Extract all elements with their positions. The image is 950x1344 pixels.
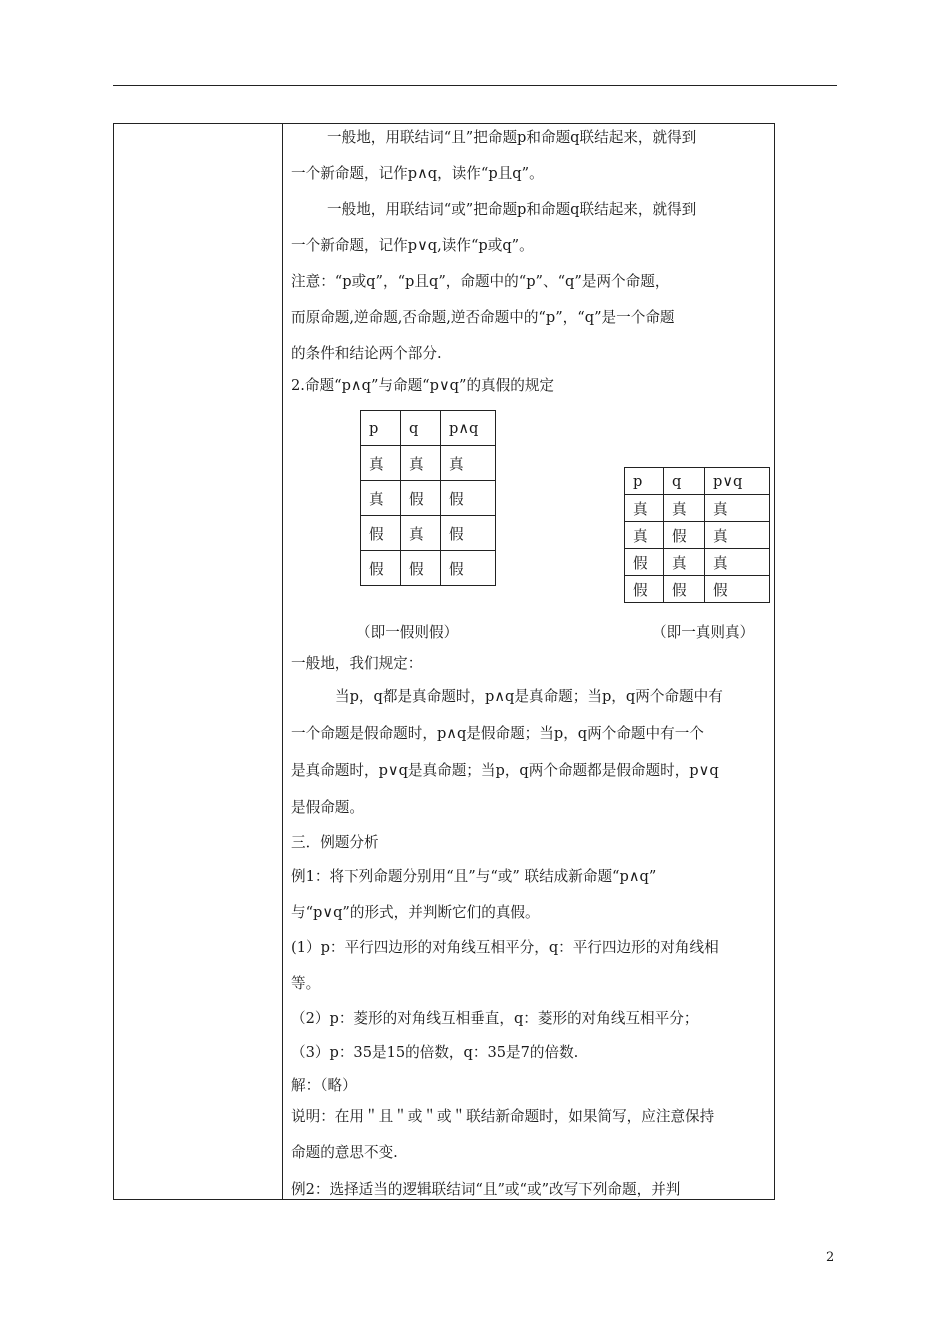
table-cell: 真 — [705, 549, 770, 576]
table-cell: 假 — [401, 551, 441, 586]
truth-table-or — [624, 467, 770, 603]
table-cell: 假 — [705, 576, 770, 603]
table-header-cell: p — [361, 411, 401, 446]
table-cell: 假 — [441, 481, 496, 516]
para-and-def-2: 一个新命题，记作p∧q，读作“p且q”。 — [291, 165, 544, 182]
table-row — [361, 516, 496, 551]
table-cell: 真 — [705, 495, 770, 522]
table-cell: 真 — [361, 481, 401, 516]
table-cell: 真 — [625, 495, 664, 522]
table-cell: 真 — [401, 446, 441, 481]
table-cell: 真 — [705, 522, 770, 549]
table-cell: 真 — [664, 549, 705, 576]
rule-line-2: 一个命题是假命题时，p∧q是假命题；当p，q两个命题中有一个 — [291, 725, 704, 742]
table-cell: 假 — [441, 551, 496, 586]
table-row — [625, 522, 770, 549]
table-row — [361, 446, 496, 481]
table-row — [625, 549, 770, 576]
table-row — [361, 411, 496, 446]
explanation-line-1: 说明：在用＂且＂或＂或＂联结新命题时，如果简写，应注意保持 — [291, 1108, 715, 1125]
table-cell: 假 — [625, 549, 664, 576]
example1-line-1: 例1：将下列命题分别用“且”与“或” 联结成新命题“p∧q” — [291, 868, 657, 885]
rule-line-3: 是真命题时，p∨q是真命题；当p，q两个命题都是假命题时，p∨q — [291, 762, 719, 779]
table-row — [625, 468, 770, 495]
table-cell: 假 — [664, 576, 705, 603]
table-cell: 假 — [361, 516, 401, 551]
table-cell: 真 — [441, 446, 496, 481]
para-or-def-1: 一般地，用联结词“或”把命题p和命题q联结起来，就得到 — [327, 201, 697, 218]
column-divider — [282, 123, 283, 1200]
section-3-heading: 三．例题分析 — [291, 834, 379, 851]
note-line-3: 的条件和结论两个部分. — [291, 345, 442, 362]
table-cell: 假 — [441, 516, 496, 551]
table-cell: 假 — [401, 481, 441, 516]
note-line-1: 注意：“p或q”，“p且q”，命题中的“p”、“q”是两个命题， — [291, 273, 670, 290]
rules-intro: 一般地，我们规定： — [291, 655, 423, 672]
table-row — [625, 576, 770, 603]
table-cell: 真 — [625, 522, 664, 549]
example1-line-5: （2）p：菱形的对角线互相垂直，q：菱形的对角线互相平分； — [291, 1010, 699, 1027]
table-header-cell: p∧q — [441, 411, 496, 446]
para-or-def-2: 一个新命题，记作p∨q,读作“p或q”。 — [291, 237, 534, 254]
table-cell: 假 — [664, 522, 705, 549]
para-and-def-1: 一般地，用联结词“且”把命题p和命题q联结起来，就得到 — [327, 129, 697, 146]
table-cell: 假 — [625, 576, 664, 603]
page-number: 2 — [826, 1250, 835, 1265]
example1-line-2: 与“p∨q”的形式，并判断它们的真假。 — [291, 904, 540, 921]
table-header-cell: q — [401, 411, 441, 446]
example1-line-4: 等。 — [291, 975, 321, 992]
example1-line-3: (1）p：平行四边形的对角线互相平分，q：平行四边形的对角线相 — [291, 939, 719, 956]
table-cell: 假 — [361, 551, 401, 586]
example2-line-1: 例2：选择适当的逻辑联结词“且”或“或”改写下列命题，并判 — [291, 1181, 681, 1198]
rule-line-4: 是假命题。 — [291, 799, 364, 816]
truth-table-and — [360, 410, 496, 586]
note-line-2: 而原命题,逆命题,否命题,逆否命题中的“p”，“q”是一个命题 — [291, 309, 675, 326]
example1-line-6: （3）p：35是15的倍数，q：35是7的倍数. — [291, 1044, 579, 1061]
table-cell: 真 — [361, 446, 401, 481]
header-rule — [113, 85, 837, 86]
table-header-cell: q — [664, 468, 705, 495]
table-header-cell: p — [625, 468, 664, 495]
table-cell: 真 — [401, 516, 441, 551]
explanation-line-2: 命题的意思不变. — [291, 1144, 398, 1161]
table-row — [625, 495, 770, 522]
caption-or: （即一真则真） — [652, 624, 755, 641]
table-cell: 真 — [664, 495, 705, 522]
solution-line: 解：（略） — [291, 1077, 357, 1094]
rule-line-1: 当p，q都是真命题时，p∧q是真命题；当p，q两个命题中有 — [335, 688, 723, 705]
section-2-heading: 2.命题“p∧q”与命题“p∨q”的真假的规定 — [291, 377, 555, 394]
table-header-cell: p∨q — [705, 468, 770, 495]
table-row — [361, 551, 496, 586]
table-row — [361, 481, 496, 516]
caption-and: （即一假则假） — [356, 624, 459, 641]
